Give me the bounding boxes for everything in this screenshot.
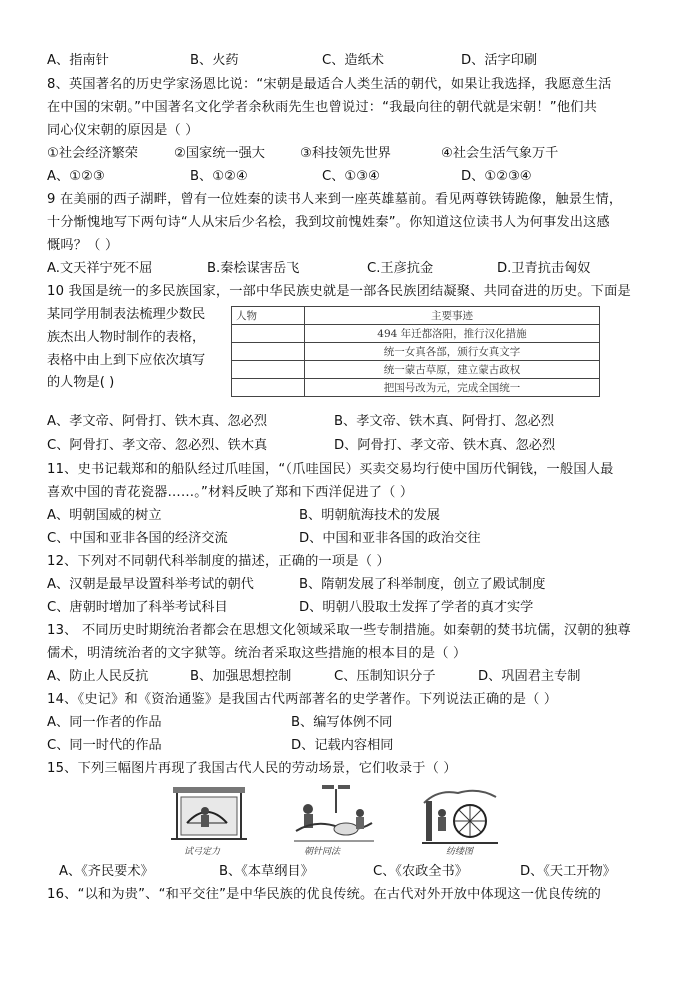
q12-option-c: C、唐朝时增加了科举考试科目 <box>47 600 228 615</box>
q11-option-b: B、明朝航海技术的发展 <box>299 508 440 523</box>
q10-option-d: D、阿骨打、孝文帝、铁木真、忽必烈 <box>334 438 556 453</box>
q12-option-d: D、明朝八股取士发挥了学者的真才实学 <box>299 600 534 615</box>
q9-option-c: C.王彦抗金 <box>367 261 434 276</box>
q8-option-b: B、①②④ <box>190 169 248 184</box>
table-cell-blank <box>232 379 305 397</box>
table-cell-blank <box>232 361 305 379</box>
q15-text-line: 15、下列三幅图片再现了我国古代人民的劳动场景，它们收录于（ ） <box>47 761 457 776</box>
q8-text-line: 同心仪宋朝的原因是（ ） <box>47 123 199 138</box>
table-cell: 把国号改为元，完成全国统一 <box>305 379 600 397</box>
q14-option-a: A、同一作者的作品 <box>47 715 162 730</box>
q12-text-line: 12、下列对不同朝代科举制度的描述，正确的一项是（ ） <box>47 554 390 569</box>
q13-option-b: B、加强思想控制 <box>190 669 292 684</box>
q14-option-c: C、同一时代的作品 <box>47 738 162 753</box>
q9-text-line: 9 在美丽的西子湖畔，曾有一位姓秦的读书人来到一座英雄墓前。看见两尊铁铸跪像，触景生情， <box>47 192 623 207</box>
q8-option-a: A、①②③ <box>47 169 105 184</box>
q10-side-text: 某同学用制表法梳理少数民 <box>47 307 206 322</box>
q7-option-a: A、指南针 <box>47 53 109 68</box>
q9-text-line: 慨吗？（ ） <box>47 238 119 253</box>
q7-option-b: B、火药 <box>190 53 239 68</box>
table-cell: 统一女真各部，颁行女真文字 <box>305 343 600 361</box>
q10-option-b: B、孝文帝、铁木真、阿骨打、忽必烈 <box>334 414 555 429</box>
bow-testing-illustration <box>167 783 251 853</box>
table-row <box>232 325 600 343</box>
table-row <box>232 361 600 379</box>
q9-option-b: B.秦桧谋害岳飞 <box>207 261 300 276</box>
q7-option-c: C、造纸术 <box>322 53 384 68</box>
q12-option-a: A、汉朝是最早设置科举考试的朝代 <box>47 577 254 592</box>
q8-item: ③科技领先世界 <box>300 146 391 161</box>
q10-side-text: 表格中由上到下应依次填写 <box>47 353 206 368</box>
q8-item: ②国家统一强大 <box>174 146 265 161</box>
q9-option-d: D.卫青抗击匈奴 <box>497 261 591 276</box>
spinning-illustration <box>418 783 502 853</box>
q8-text-line: 在中国的宋朝。”中国著名文化学者余秋雨先生也曾说过：“我最向往的朝代就是宋朝！”他们共 <box>47 100 597 115</box>
q15-option-d: D、《天工开物》 <box>520 864 616 879</box>
q16-text-line: 16、“以和为贵”、“和平交往”是中华民族的优良传统。在古代对外开放中体现这一优良传统的 <box>47 887 602 902</box>
table-cell-blank <box>232 343 305 361</box>
q14-option-b: B、编写体例不同 <box>291 715 393 730</box>
table-header-row <box>232 307 600 325</box>
q11-option-d: D、中国和亚非各国的政治交往 <box>299 531 481 546</box>
q13-option-c: C、压制知识分子 <box>334 669 436 684</box>
q12-option-b: B、隋朝发展了科举制度，创立了殿试制度 <box>299 577 546 592</box>
needle-making-illustration <box>286 783 378 853</box>
figure-caption: 朝针同法 <box>304 847 341 857</box>
q11-text-line: 喜欢中国的青花瓷器……。”材料反映了郑和下西洋促进了（ ） <box>47 485 414 500</box>
table-cell: 统一蒙古草原，建立蒙古政权 <box>305 361 600 379</box>
figure-caption: 纺缕图 <box>446 847 474 857</box>
figure-caption: 试弓定力 <box>184 847 221 857</box>
q11-option-c: C、中国和亚非各国的经济交流 <box>47 531 228 546</box>
q9-text-line: 十分惭愧地写下两句诗“人从宋后少名桧，我到坟前愧姓秦”。你知道这位读书人为何事发出这感 <box>47 215 610 230</box>
q15-option-c: C、《农政全书》 <box>373 864 468 879</box>
q13-option-a: A、防止人民反抗 <box>47 669 149 684</box>
q13-text-line: 儒术，明清统治者的文字狱等。统治者采取这些措施的根本目的是（ ） <box>47 646 467 661</box>
q8-text-line: 8、英国著名的历史学家汤恩比说：“宋朝是最适合人类生活的朝代，如果让我选择，我愿意生活 <box>47 77 612 92</box>
q11-option-a: A、明朝国威的树立 <box>47 508 162 523</box>
q8-option-c: C、①③④ <box>322 169 380 184</box>
q9-option-a: A.文天祥宁死不屈 <box>47 261 153 276</box>
q8-item: ④社会生活气象万千 <box>441 146 559 161</box>
q10-text-line: 10 我国是统一的多民族国家，一部中华民族史就是一部各民族团结凝聚、共同奋进的历史。下面是 <box>47 284 631 299</box>
table-row <box>232 343 600 361</box>
q7-option-d: D、活字印刷 <box>461 53 538 68</box>
table-row <box>232 379 600 397</box>
q11-text-line: 11、史书记载郑和的船队经过爪哇国，“（爪哇国民）买卖交易均行使中国历代铜钱，一般国人最 <box>47 462 614 477</box>
q14-text-line: 14、《史记》和《资治通鉴》是我国古代两部著名的史学著作。下列说法正确的是（ ） <box>47 692 558 707</box>
q13-text-line: 13、 不同历史时期统治者都会在思想文化领域采取一些专制措施。如秦朝的焚书坑儒，汉朝的独尊 <box>47 623 631 638</box>
q10-option-a: A、孝文帝、阿骨打、铁木真、忽必烈 <box>47 414 268 429</box>
table-header-cell: 人物 <box>232 307 305 325</box>
q8-item: ①社会经济繁荣 <box>47 146 138 161</box>
q10-side-text: 族杰出人物时制作的表格， <box>47 330 206 345</box>
q14-option-d: D、记载内容相同 <box>291 738 394 753</box>
q10-figures-table <box>231 306 600 397</box>
q8-option-d: D、①②③④ <box>461 169 532 184</box>
q10-option-c: C、阿骨打、孝文帝、忽必烈、铁木真 <box>47 438 268 453</box>
q10-side-text: 的人物是( ) <box>47 375 115 390</box>
q15-option-b: B、《本草纲目》 <box>219 864 314 879</box>
table-header-cell: 主要事迹 <box>305 307 600 325</box>
q13-option-d: D、巩固君主专制 <box>478 669 581 684</box>
q15-option-a: A、《齐民要术》 <box>59 864 154 879</box>
table-cell: 494 年迁都洛阳，推行汉化措施 <box>305 325 600 343</box>
table-cell-blank <box>232 325 305 343</box>
